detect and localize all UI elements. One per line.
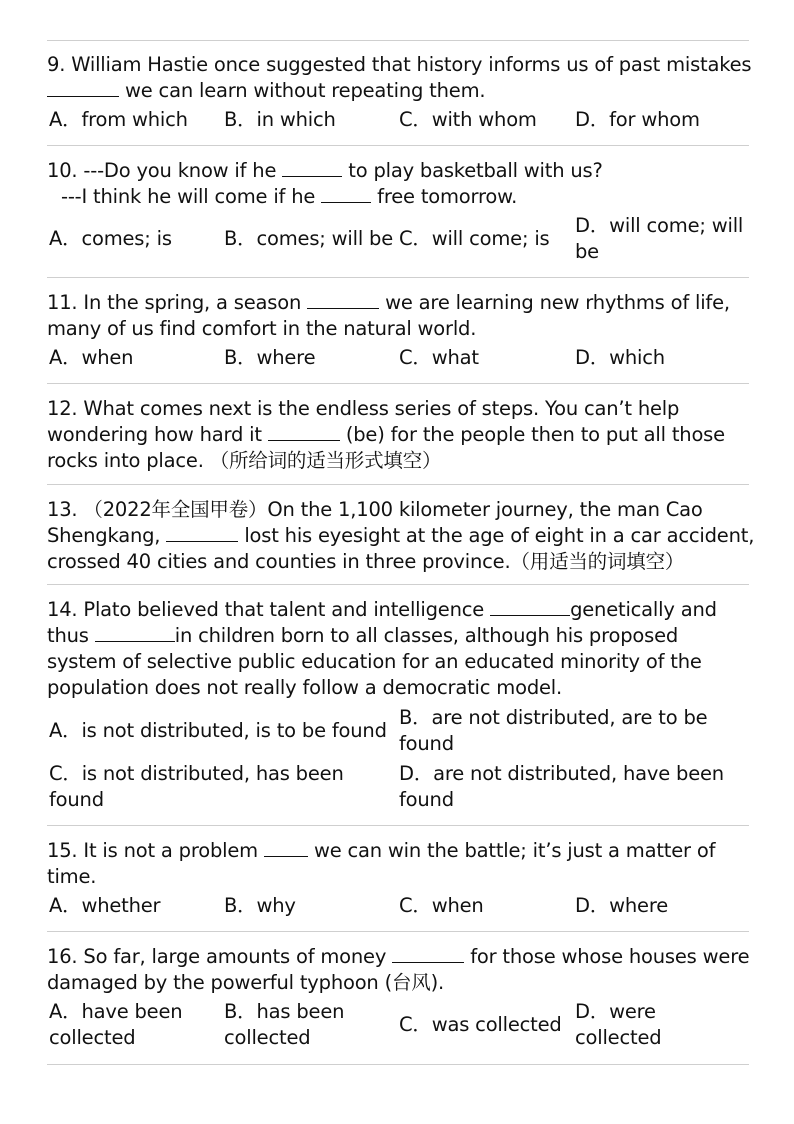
option-a[interactable]: A．from which (49, 108, 188, 131)
option-a[interactable]: A．have been collected (49, 1000, 183, 1049)
option-b[interactable]: B．has been collected (224, 1000, 345, 1049)
divider (47, 145, 749, 146)
option-d[interactable]: D．for whom (575, 108, 700, 131)
option-a[interactable]: A．whether (49, 894, 161, 917)
question-text: 16. So far, large amounts of money for those whose houses were (47, 945, 750, 968)
divider (47, 484, 749, 485)
option-a[interactable]: A．is not distributed, is to be found (49, 719, 387, 742)
answer-blank[interactable] (321, 184, 371, 203)
answer-blank[interactable] (490, 597, 570, 616)
option-d[interactable]: D．will come; will be (575, 214, 744, 263)
answer-blank[interactable] (268, 422, 340, 441)
question-text: wondering how hard it (be) for the people then to put all those (47, 423, 725, 446)
divider (47, 584, 749, 585)
answer-blank[interactable] (95, 623, 175, 642)
question-text: ---I think he will come if he free tomorrow. (61, 185, 518, 208)
question-text: 13. （2022年全国甲卷）On the 1,100 kilometer journey, the man Cao (47, 498, 703, 521)
option-d[interactable]: D．are not distributed, have been found (399, 762, 724, 811)
question-text: 15. It is not a problem we can win the battle; it’s just a matter of (47, 839, 716, 862)
question-text: crossed 40 cities and counties in three province.（用适当的词填空） (47, 550, 685, 573)
option-b[interactable]: B．why (224, 894, 296, 917)
question-text: time. (47, 865, 97, 888)
question-text: system of selective public education for an educated minority of the (47, 650, 702, 673)
option-a[interactable]: A．when (49, 346, 134, 369)
question-text: 14. Plato believed that talent and intelligence genetically and (47, 598, 717, 621)
option-c[interactable]: C．what (399, 346, 479, 369)
question-text: we can learn without repeating them. (47, 78, 485, 104)
answer-blank[interactable] (166, 523, 238, 542)
answer-blank[interactable] (282, 158, 342, 177)
question-text: population does not really follow a democratic model. (47, 676, 563, 699)
question-text: rocks into place. （所给词的适当形式填空） (47, 449, 442, 472)
option-d[interactable]: D．which (575, 346, 665, 369)
divider (47, 931, 749, 932)
question-text: 9. William Hastie once suggested that history informs us of past mistakes (47, 53, 752, 76)
question-text: thus in children born to all classes, although his proposed (47, 624, 679, 647)
option-d[interactable]: D．where (575, 894, 669, 917)
answer-blank[interactable] (47, 78, 119, 97)
divider (47, 825, 749, 826)
option-c[interactable]: C．when (399, 894, 484, 917)
question-text: 10. ---Do you know if he to play basketball with us? (47, 159, 603, 182)
answer-blank[interactable] (264, 838, 308, 857)
option-b[interactable]: B．are not distributed, are to be found (399, 706, 708, 755)
option-b[interactable]: B．comes; will be (224, 227, 394, 250)
question-text: 11. In the spring, a season we are learning new rhythms of life, (47, 291, 730, 314)
question-text: damaged by the powerful typhoon (台风). (47, 971, 445, 994)
question-text: 12. What comes next is the endless series of steps. You can’t help (47, 397, 680, 420)
question-text: Shengkang, lost his eyesight at the age of eight in a car accident, (47, 524, 755, 547)
question-text: many of us find comfort in the natural world. (47, 317, 477, 340)
option-c[interactable]: C．with whom (399, 108, 537, 131)
option-c[interactable]: C．will come; is (399, 227, 550, 250)
answer-blank[interactable] (307, 290, 379, 309)
option-b[interactable]: B．in which (224, 108, 336, 131)
divider (47, 277, 749, 278)
option-a[interactable]: A．comes; is (49, 227, 172, 250)
option-c[interactable]: C．is not distributed, has been found (49, 762, 344, 811)
answer-blank[interactable] (392, 944, 464, 963)
option-b[interactable]: B．where (224, 346, 316, 369)
divider (47, 383, 749, 384)
option-c[interactable]: C．was collected (399, 1013, 562, 1036)
option-d[interactable]: D．were collected (575, 1000, 662, 1049)
divider (47, 40, 749, 41)
divider (47, 1064, 749, 1065)
